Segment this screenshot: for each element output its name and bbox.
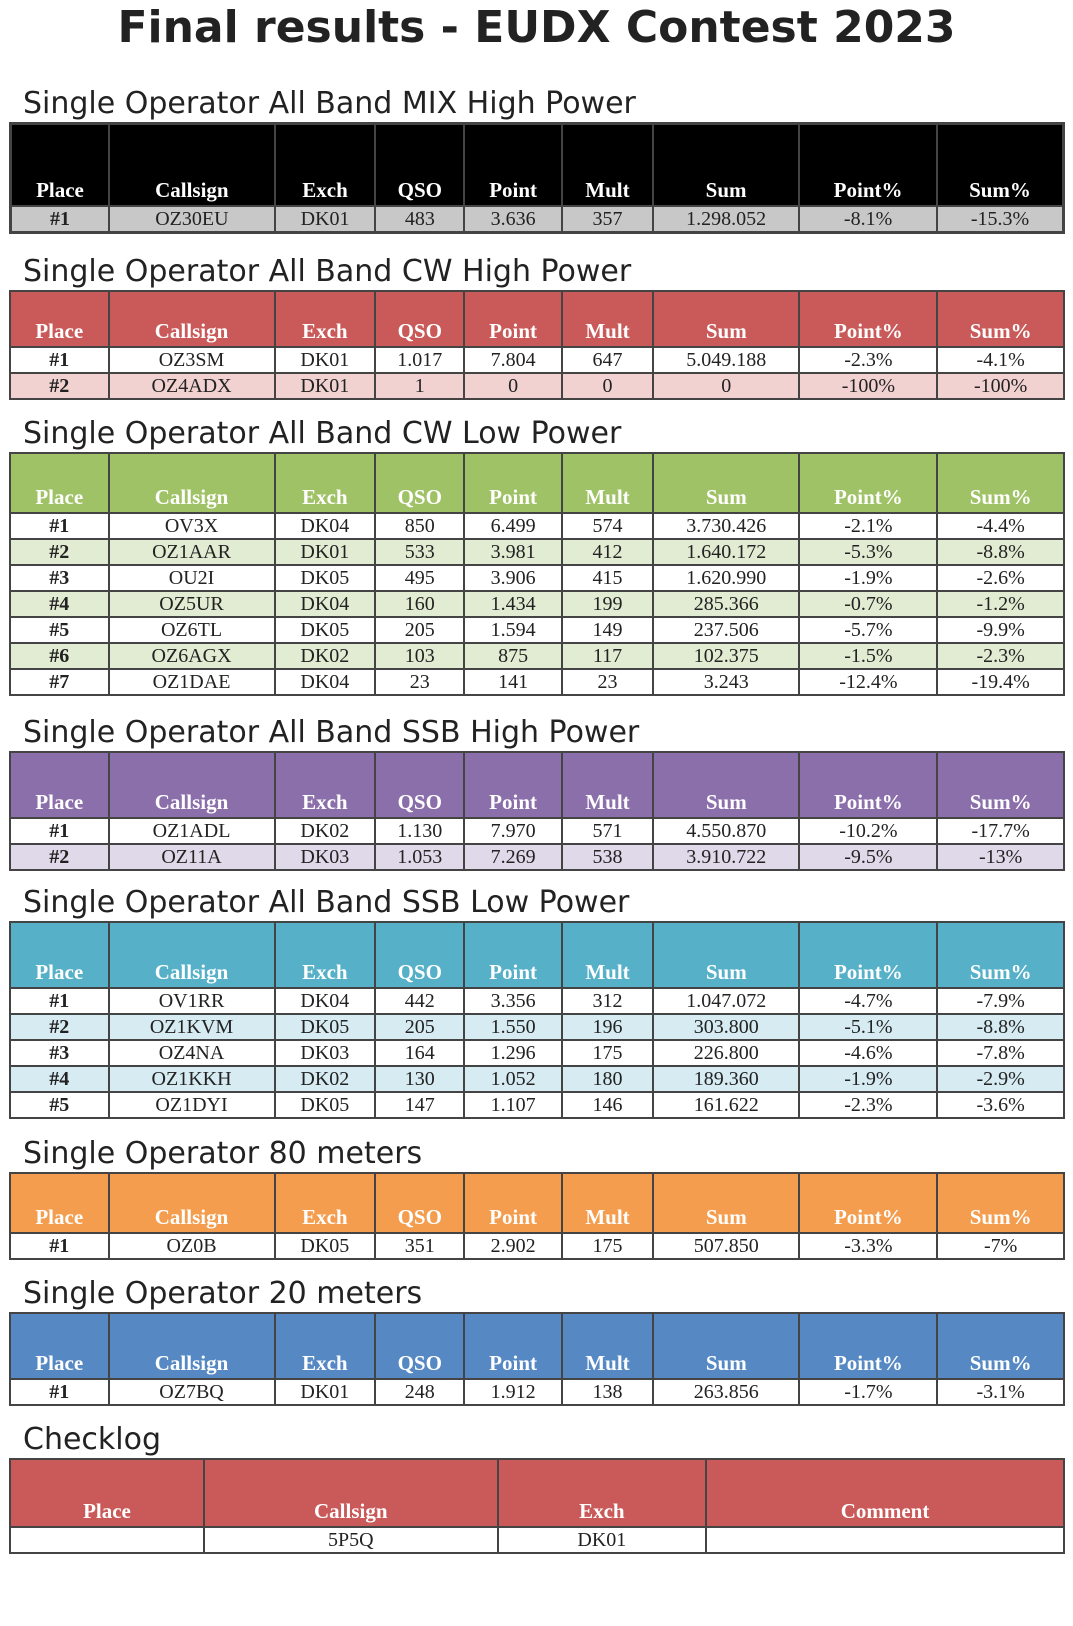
cell-mult: 574 (562, 513, 653, 539)
cell-exch: DK02 (275, 643, 376, 669)
cell-qso: 164 (375, 1040, 464, 1066)
column-header-point: Point (464, 922, 562, 988)
cell-place: #4 (10, 591, 109, 617)
cell-place: #2 (10, 539, 109, 565)
column-header-callsign: Callsign (109, 1313, 275, 1379)
results-section (0, 1422, 1073, 1554)
cell-point: 1.107 (464, 1092, 562, 1118)
callsign-link[interactable]: OZ6TL (109, 617, 275, 643)
header-row (10, 453, 1064, 513)
cell-qso: 1.053 (375, 844, 464, 870)
column-header-exch: Exch (275, 922, 376, 988)
header-row (10, 922, 1064, 988)
table-row (10, 347, 1064, 373)
cell-sum: 5.049.188 (653, 347, 799, 373)
column-header-point-pct: Point% (799, 922, 937, 988)
column-header-place: Place (10, 1173, 109, 1233)
cell-sum: 0 (653, 373, 799, 399)
cell-point: 0 (464, 373, 562, 399)
cell-mult: 0 (562, 373, 653, 399)
header-row (10, 291, 1064, 347)
cell-sum: 263.856 (653, 1379, 799, 1405)
cell-point: 3.636 (464, 206, 561, 233)
cell-sum-pct: -3.1% (937, 1379, 1064, 1405)
callsign-link[interactable]: OV3X (109, 513, 275, 539)
cell-place: #4 (10, 1066, 109, 1092)
table-row (10, 565, 1064, 591)
header-row (10, 1459, 1064, 1527)
results-section (0, 416, 1073, 696)
cell-point-pct: -5.3% (799, 539, 937, 565)
cell-sum: 3.910.722 (653, 844, 799, 870)
column-header-sum: Sum (653, 1313, 799, 1379)
cell-exch: DK01 (275, 206, 376, 233)
cell-exch: DK05 (275, 1014, 376, 1040)
cell-qso: 850 (375, 513, 464, 539)
column-header-callsign: Callsign (109, 752, 275, 818)
cell-point: 7.269 (464, 844, 562, 870)
column-header-place: Place (10, 752, 109, 818)
column-header-exch: Exch (275, 752, 376, 818)
callsign-link[interactable]: OZ1AAR (109, 539, 275, 565)
cell-point-pct: -9.5% (799, 844, 937, 870)
table-row (10, 591, 1064, 617)
column-header-point: Point (464, 1173, 562, 1233)
column-header-qso: QSO (375, 752, 464, 818)
cell-sum: 303.800 (653, 1014, 799, 1040)
column-header-point-pct: Point% (799, 124, 937, 207)
column-header-exch: Exch (275, 291, 376, 347)
column-header-sum-pct: Sum% (937, 291, 1064, 347)
results-table (9, 122, 1065, 234)
cell-point-pct: -1.9% (799, 1066, 937, 1092)
cell-mult: 312 (562, 988, 653, 1014)
results-section (0, 715, 1073, 871)
cell-point-pct: -3.3% (799, 1233, 937, 1259)
cell-mult: 357 (562, 206, 653, 233)
column-header-exch: Exch (498, 1459, 707, 1527)
cell-point-pct: -1.9% (799, 565, 937, 591)
column-header-qso: QSO (375, 922, 464, 988)
column-header-sum: Sum (653, 453, 799, 513)
cell-point: 875 (464, 643, 562, 669)
cell-exch: DK04 (275, 988, 376, 1014)
column-header-qso: QSO (375, 1173, 464, 1233)
column-header-place: Place (10, 922, 109, 988)
column-header-mult: Mult (562, 1313, 653, 1379)
cell-place: #1 (10, 988, 109, 1014)
cell-sum: 161.622 (653, 1092, 799, 1118)
column-header-mult: Mult (562, 124, 653, 207)
column-header-qso: QSO (375, 124, 464, 207)
cell-mult: 149 (562, 617, 653, 643)
cell-exch: DK05 (275, 565, 376, 591)
column-header-mult: Mult (562, 752, 653, 818)
cell-qso: 205 (375, 1014, 464, 1040)
results-section (0, 1136, 1073, 1260)
cell-place: #5 (10, 617, 109, 643)
cell-point-pct: -2.3% (799, 347, 937, 373)
cell-place: #1 (11, 206, 109, 233)
results-section (0, 86, 1073, 234)
cell-exch: DK01 (275, 539, 376, 565)
cell-comment (706, 1527, 1064, 1553)
callsign-link[interactable]: OZ1DYI (109, 1092, 275, 1118)
table-row (10, 513, 1064, 539)
table-row (10, 1233, 1064, 1259)
column-header-point: Point (464, 1313, 562, 1379)
cell-sum-pct: -8.8% (937, 1014, 1064, 1040)
column-header-qso: QSO (375, 453, 464, 513)
table-row (10, 818, 1064, 844)
cell-sum-pct: -7.9% (937, 988, 1064, 1014)
section-title: Single Operator All Band CW Low Power (23, 416, 622, 451)
table-row (11, 206, 1064, 233)
column-header-callsign: Callsign (109, 1173, 275, 1233)
callsign-link[interactable]: OZ30EU (109, 206, 275, 233)
cell-qso: 23 (375, 669, 464, 695)
cell-sum-pct: -13% (937, 844, 1064, 870)
column-header-sum: Sum (653, 124, 799, 207)
cell-qso: 103 (375, 643, 464, 669)
section-title: Single Operator 20 meters (23, 1276, 423, 1311)
cell-sum: 285.366 (653, 591, 799, 617)
cell-sum-pct: -7% (937, 1233, 1064, 1259)
section-title: Single Operator All Band CW High Power (23, 254, 632, 289)
cell-exch: DK01 (275, 347, 376, 373)
cell-sum: 1.047.072 (653, 988, 799, 1014)
cell-sum-pct: -4.4% (937, 513, 1064, 539)
cell-qso: 1 (375, 373, 464, 399)
cell-place: #2 (10, 1014, 109, 1040)
cell-mult: 538 (562, 844, 653, 870)
cell-sum-pct: -3.6% (937, 1092, 1064, 1118)
column-header-sum: Sum (653, 922, 799, 988)
table-row (10, 1066, 1064, 1092)
column-header-exch: Exch (275, 1173, 376, 1233)
cell-sum-pct: -2.3% (937, 643, 1064, 669)
section-title: Single Operator All Band SSB Low Power (23, 885, 630, 920)
cell-exch: DK02 (275, 1066, 376, 1092)
cell-sum: 1.620.990 (653, 565, 799, 591)
cell-point: 141 (464, 669, 562, 695)
column-header-exch: Exch (275, 453, 376, 513)
column-header-place: Place (11, 124, 109, 207)
cell-point: 1.594 (464, 617, 562, 643)
results-table (9, 1172, 1065, 1260)
cell-mult: 138 (562, 1379, 653, 1405)
results-section (0, 885, 1073, 1119)
column-header-callsign: Callsign (109, 291, 275, 347)
cell-mult: 23 (562, 669, 653, 695)
column-header-place: Place (10, 1459, 204, 1527)
callsign-link[interactable]: OZ6AGX (109, 643, 275, 669)
column-header-point: Point (464, 453, 562, 513)
table-row (10, 373, 1064, 399)
cell-exch: DK05 (275, 617, 376, 643)
column-header-qso: QSO (375, 1313, 464, 1379)
column-header-callsign: Callsign (109, 922, 275, 988)
table-row (10, 1527, 1064, 1553)
column-header-point-pct: Point% (799, 1313, 937, 1379)
column-header-callsign: Callsign (109, 453, 275, 513)
cell-sum-pct: -100% (937, 373, 1064, 399)
column-header-sum-pct: Sum% (937, 124, 1064, 207)
cell-place: #6 (10, 643, 109, 669)
page-title: Final results - EUDX Contest 2023 (117, 2, 956, 53)
cell-qso: 205 (375, 617, 464, 643)
column-header-mult: Mult (562, 453, 653, 513)
cell-exch: DK05 (275, 1092, 376, 1118)
callsign-link[interactable]: OZ1KVM (109, 1014, 275, 1040)
cell-mult: 647 (562, 347, 653, 373)
table-row (10, 988, 1064, 1014)
cell-qso: 130 (375, 1066, 464, 1092)
cell-exch: DK01 (498, 1527, 707, 1553)
callsign-link[interactable]: OV1RR (109, 988, 275, 1014)
cell-place: #1 (10, 347, 109, 373)
cell-sum-pct: -1.2% (937, 591, 1064, 617)
cell-mult: 175 (562, 1040, 653, 1066)
table-row (10, 617, 1064, 643)
cell-point-pct: -1.7% (799, 1379, 937, 1405)
results-table (9, 1458, 1065, 1554)
cell-qso: 147 (375, 1092, 464, 1118)
cell-sum: 1.298.052 (653, 206, 799, 233)
cell-sum: 189.360 (653, 1066, 799, 1092)
column-header-point-pct: Point% (799, 752, 937, 818)
cell-sum-pct: -2.9% (937, 1066, 1064, 1092)
cell-sum-pct: -15.3% (937, 206, 1064, 233)
cell-place: #2 (10, 373, 109, 399)
cell-point-pct: -8.1% (799, 206, 937, 233)
cell-point: 1.912 (464, 1379, 562, 1405)
cell-point: 3.356 (464, 988, 562, 1014)
cell-qso: 248 (375, 1379, 464, 1405)
cell-sum-pct: -19.4% (937, 669, 1064, 695)
cell-point-pct: -10.2% (799, 818, 937, 844)
callsign-link[interactable]: OZ11A (109, 844, 275, 870)
cell-point: 1.434 (464, 591, 562, 617)
cell-sum-pct: -8.8% (937, 539, 1064, 565)
cell-place: #3 (10, 565, 109, 591)
column-header-sum-pct: Sum% (937, 752, 1064, 818)
header-row (10, 1313, 1064, 1379)
cell-place: #1 (10, 1233, 109, 1259)
results-table (9, 921, 1065, 1119)
column-header-point: Point (464, 124, 561, 207)
cell-qso: 1.017 (375, 347, 464, 373)
column-header-mult: Mult (562, 1173, 653, 1233)
callsign-link[interactable]: 5P5Q (204, 1527, 498, 1553)
cell-mult: 415 (562, 565, 653, 591)
table-row (10, 643, 1064, 669)
cell-point-pct: -5.1% (799, 1014, 937, 1040)
column-header-sum: Sum (653, 1173, 799, 1233)
cell-sum: 237.506 (653, 617, 799, 643)
column-header-point-pct: Point% (799, 291, 937, 347)
cell-mult: 180 (562, 1066, 653, 1092)
callsign-link[interactable]: OZ4ADX (109, 373, 275, 399)
column-header-sum-pct: Sum% (937, 453, 1064, 513)
table-row (10, 669, 1064, 695)
section-title: Single Operator All Band SSB High Power (23, 715, 640, 750)
cell-sum: 226.800 (653, 1040, 799, 1066)
cell-point: 7.970 (464, 818, 562, 844)
cell-point-pct: -1.5% (799, 643, 937, 669)
column-header-callsign: Callsign (204, 1459, 498, 1527)
cell-exch: DK03 (275, 844, 376, 870)
cell-sum: 4.550.870 (653, 818, 799, 844)
cell-exch: DK04 (275, 591, 376, 617)
cell-exch: DK03 (275, 1040, 376, 1066)
column-header-mult: Mult (562, 922, 653, 988)
cell-sum: 102.375 (653, 643, 799, 669)
section-title: Single Operator All Band MIX High Power (23, 86, 636, 121)
cell-qso: 533 (375, 539, 464, 565)
table-row (10, 1040, 1064, 1066)
cell-exch: DK04 (275, 513, 376, 539)
cell-sum-pct: -7.8% (937, 1040, 1064, 1066)
cell-mult: 175 (562, 1233, 653, 1259)
cell-place: #2 (10, 844, 109, 870)
cell-point-pct: -4.7% (799, 988, 937, 1014)
cell-place: #3 (10, 1040, 109, 1066)
cell-sum-pct: -9.9% (937, 617, 1064, 643)
cell-qso: 351 (375, 1233, 464, 1259)
results-table (9, 1312, 1065, 1406)
cell-qso: 1.130 (375, 818, 464, 844)
cell-point: 1.052 (464, 1066, 562, 1092)
cell-place: #1 (10, 1379, 109, 1405)
column-header-point: Point (464, 291, 562, 347)
column-header-place: Place (10, 453, 109, 513)
callsign-link[interactable]: OZ5UR (109, 591, 275, 617)
cell-point-pct: -5.7% (799, 617, 937, 643)
table-row (10, 1379, 1064, 1405)
cell-point: 1.296 (464, 1040, 562, 1066)
cell-exch: DK02 (275, 818, 376, 844)
column-header-point: Point (464, 752, 562, 818)
callsign-link[interactable]: OZ1DAE (109, 669, 275, 695)
cell-mult: 117 (562, 643, 653, 669)
cell-mult: 571 (562, 818, 653, 844)
cell-place: #1 (10, 818, 109, 844)
column-header-sum: Sum (653, 291, 799, 347)
callsign-link[interactable]: OZ1KKH (109, 1066, 275, 1092)
column-header-callsign: Callsign (109, 124, 275, 207)
results-table (9, 452, 1065, 696)
cell-qso: 483 (375, 206, 464, 233)
cell-mult: 146 (562, 1092, 653, 1118)
cell-exch: DK05 (275, 1233, 376, 1259)
table-row (10, 1092, 1064, 1118)
cell-place: #7 (10, 669, 109, 695)
column-header-exch: Exch (275, 1313, 376, 1379)
cell-sum-pct: -17.7% (937, 818, 1064, 844)
cell-sum: 3.730.426 (653, 513, 799, 539)
cell-point: 2.902 (464, 1233, 562, 1259)
cell-point: 3.906 (464, 565, 562, 591)
callsign-link[interactable]: OZ7BQ (109, 1379, 275, 1405)
column-header-point-pct: Point% (799, 1173, 937, 1233)
column-header-point-pct: Point% (799, 453, 937, 513)
results-table (9, 290, 1065, 400)
callsign-link[interactable]: OZ0B (109, 1233, 275, 1259)
table-row (10, 844, 1064, 870)
cell-point-pct: -100% (799, 373, 937, 399)
column-header-place: Place (10, 291, 109, 347)
cell-place: #1 (10, 513, 109, 539)
column-header-sum-pct: Sum% (937, 1173, 1064, 1233)
column-header-qso: QSO (375, 291, 464, 347)
section-title: Checklog (23, 1422, 162, 1457)
callsign-link[interactable]: OU2I (109, 565, 275, 591)
cell-point-pct: -4.6% (799, 1040, 937, 1066)
cell-point: 3.981 (464, 539, 562, 565)
cell-mult: 199 (562, 591, 653, 617)
cell-qso: 160 (375, 591, 464, 617)
cell-point: 6.499 (464, 513, 562, 539)
cell-point: 7.804 (464, 347, 562, 373)
table-row (10, 539, 1064, 565)
column-header-mult: Mult (562, 291, 653, 347)
cell-sum: 1.640.172 (653, 539, 799, 565)
cell-qso: 442 (375, 988, 464, 1014)
results-section (0, 254, 1073, 400)
column-header-sum-pct: Sum% (937, 1313, 1064, 1379)
cell-point: 1.550 (464, 1014, 562, 1040)
cell-place: #5 (10, 1092, 109, 1118)
results-table (9, 751, 1065, 871)
cell-mult: 412 (562, 539, 653, 565)
cell-exch: DK04 (275, 669, 376, 695)
cell-exch: DK01 (275, 373, 376, 399)
header-row (10, 752, 1064, 818)
cell-point-pct: -2.1% (799, 513, 937, 539)
callsign-link[interactable]: OZ3SM (109, 347, 275, 373)
column-header-sum-pct: Sum% (937, 922, 1064, 988)
cell-exch: DK01 (275, 1379, 376, 1405)
cell-mult: 196 (562, 1014, 653, 1040)
cell-sum: 3.243 (653, 669, 799, 695)
cell-qso: 495 (375, 565, 464, 591)
cell-sum: 507.850 (653, 1233, 799, 1259)
column-header-comment: Comment (706, 1459, 1064, 1527)
cell-place (10, 1527, 204, 1553)
results-section (0, 1276, 1073, 1406)
table-row (10, 1014, 1064, 1040)
cell-point-pct: -12.4% (799, 669, 937, 695)
callsign-link[interactable]: OZ1ADL (109, 818, 275, 844)
header-row (10, 1173, 1064, 1233)
column-header-place: Place (10, 1313, 109, 1379)
section-title: Single Operator 80 meters (23, 1136, 423, 1171)
cell-point-pct: -0.7% (799, 591, 937, 617)
cell-sum-pct: -2.6% (937, 565, 1064, 591)
column-header-sum: Sum (653, 752, 799, 818)
cell-point-pct: -2.3% (799, 1092, 937, 1118)
cell-sum-pct: -4.1% (937, 347, 1064, 373)
column-header-exch: Exch (275, 124, 376, 207)
header-row (11, 124, 1064, 207)
callsign-link[interactable]: OZ4NA (109, 1040, 275, 1066)
